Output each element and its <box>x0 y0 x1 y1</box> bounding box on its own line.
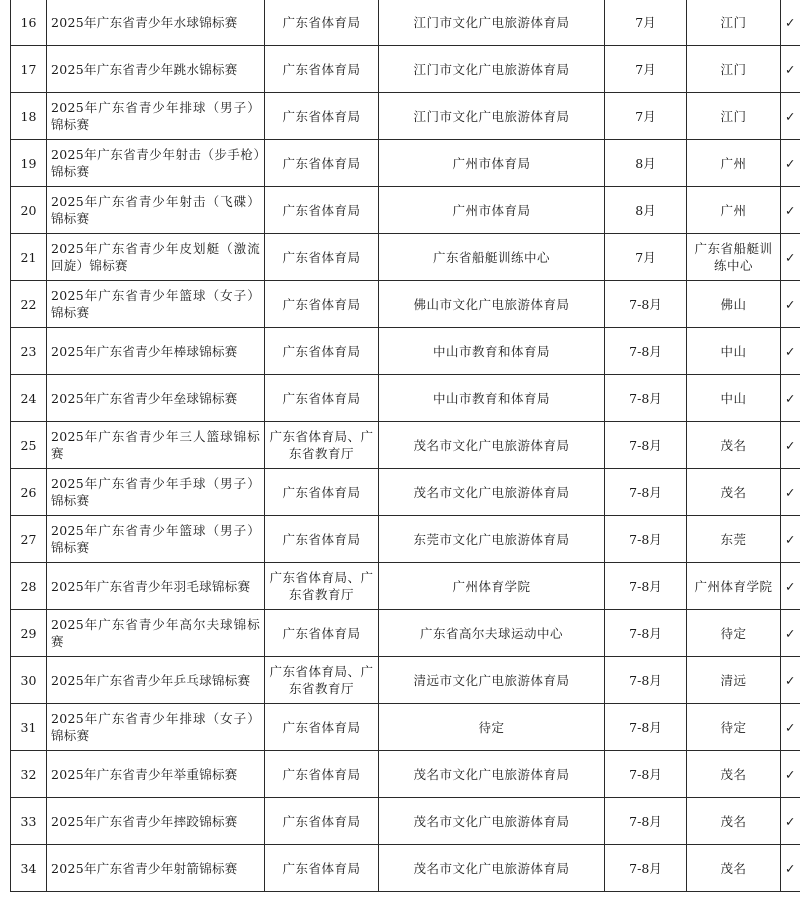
row-number: 24 <box>11 375 47 422</box>
check-mark-icon: ✓ <box>781 46 800 93</box>
event-time: 7月 <box>605 46 687 93</box>
row-number: 16 <box>11 0 47 46</box>
event-name: 2025年广东省青少年射击（步手枪）锦标赛 <box>47 140 265 187</box>
event-time: 7-8月 <box>605 469 687 516</box>
event-name: 2025年广东省青少年棒球锦标赛 <box>47 328 265 375</box>
row-number: 26 <box>11 469 47 516</box>
event-place: 广州 <box>687 140 781 187</box>
event-place: 茂名 <box>687 845 781 892</box>
organizer-unit: 广东省高尔夫球运动中心 <box>379 610 605 657</box>
row-number: 21 <box>11 234 47 281</box>
table-row <box>11 281 800 328</box>
organizer-unit: 清远市文化广电旅游体育局 <box>379 657 605 704</box>
row-number: 20 <box>11 187 47 234</box>
table-row <box>11 46 800 93</box>
check-mark-icon: ✓ <box>781 140 800 187</box>
host-unit: 广东省体育局 <box>265 0 379 46</box>
host-unit: 广东省体育局、广东省教育厅 <box>265 422 379 469</box>
event-time: 7-8月 <box>605 845 687 892</box>
row-number: 23 <box>11 328 47 375</box>
events-table <box>10 0 800 892</box>
row-number: 30 <box>11 657 47 704</box>
host-unit: 广东省体育局、广东省教育厅 <box>265 563 379 610</box>
host-unit: 广东省体育局、广东省教育厅 <box>265 657 379 704</box>
event-time: 7-8月 <box>605 704 687 751</box>
events-table-body <box>11 0 800 892</box>
row-number: 29 <box>11 610 47 657</box>
check-mark-icon: ✓ <box>781 469 800 516</box>
event-time: 7-8月 <box>605 610 687 657</box>
event-time: 8月 <box>605 187 687 234</box>
check-mark-icon: ✓ <box>781 610 800 657</box>
table-row <box>11 0 800 46</box>
check-mark-icon: ✓ <box>781 704 800 751</box>
organizer-unit: 茂名市文化广电旅游体育局 <box>379 798 605 845</box>
row-number: 25 <box>11 422 47 469</box>
event-time: 7-8月 <box>605 281 687 328</box>
table-row <box>11 751 800 798</box>
organizer-unit: 茂名市文化广电旅游体育局 <box>379 845 605 892</box>
table-row <box>11 469 800 516</box>
host-unit: 广东省体育局 <box>265 516 379 563</box>
check-mark-icon: ✓ <box>781 657 800 704</box>
event-place: 中山 <box>687 328 781 375</box>
event-place: 清远 <box>687 657 781 704</box>
row-number: 34 <box>11 845 47 892</box>
event-name: 2025年广东省青少年三人篮球锦标赛 <box>47 422 265 469</box>
event-place: 东莞 <box>687 516 781 563</box>
host-unit: 广东省体育局 <box>265 610 379 657</box>
event-place: 茂名 <box>687 422 781 469</box>
event-time: 7-8月 <box>605 516 687 563</box>
event-time: 7-8月 <box>605 422 687 469</box>
event-name: 2025年广东省青少年举重锦标赛 <box>47 751 265 798</box>
event-time: 7-8月 <box>605 798 687 845</box>
table-row <box>11 140 800 187</box>
row-number: 22 <box>11 281 47 328</box>
check-mark-icon: ✓ <box>781 422 800 469</box>
event-name: 2025年广东省青少年手球（男子）锦标赛 <box>47 469 265 516</box>
table-row <box>11 610 800 657</box>
organizer-unit: 广州市体育局 <box>379 140 605 187</box>
organizer-unit: 茂名市文化广电旅游体育局 <box>379 751 605 798</box>
check-mark-icon: ✓ <box>781 281 800 328</box>
event-place: 广州体育学院 <box>687 563 781 610</box>
organizer-unit: 中山市教育和体育局 <box>379 375 605 422</box>
check-mark-icon: ✓ <box>781 234 800 281</box>
host-unit: 广东省体育局 <box>265 751 379 798</box>
table-row <box>11 563 800 610</box>
organizer-unit: 江门市文化广电旅游体育局 <box>379 93 605 140</box>
event-name: 2025年广东省青少年羽毛球锦标赛 <box>47 563 265 610</box>
event-name: 2025年广东省青少年皮划艇（激流回旋）锦标赛 <box>47 234 265 281</box>
host-unit: 广东省体育局 <box>265 281 379 328</box>
table-row <box>11 422 800 469</box>
host-unit: 广东省体育局 <box>265 704 379 751</box>
check-mark-icon: ✓ <box>781 516 800 563</box>
event-time: 7-8月 <box>605 657 687 704</box>
event-name: 2025年广东省青少年排球（女子）锦标赛 <box>47 704 265 751</box>
event-place: 茂名 <box>687 798 781 845</box>
event-place: 广东省船艇训练中心 <box>687 234 781 281</box>
organizer-unit: 茂名市文化广电旅游体育局 <box>379 422 605 469</box>
check-mark-icon: ✓ <box>781 187 800 234</box>
table-row <box>11 93 800 140</box>
check-mark-icon: ✓ <box>781 563 800 610</box>
check-mark-icon: ✓ <box>781 845 800 892</box>
event-place: 江门 <box>687 93 781 140</box>
row-number: 18 <box>11 93 47 140</box>
table-row <box>11 657 800 704</box>
event-name: 2025年广东省青少年垒球锦标赛 <box>47 375 265 422</box>
event-name: 2025年广东省青少年篮球（女子）锦标赛 <box>47 281 265 328</box>
event-time: 7月 <box>605 234 687 281</box>
table-row <box>11 845 800 892</box>
event-name: 2025年广东省青少年高尔夫球锦标赛 <box>47 610 265 657</box>
event-name: 2025年广东省青少年排球（男子）锦标赛 <box>47 93 265 140</box>
check-mark-icon: ✓ <box>781 93 800 140</box>
organizer-unit: 茂名市文化广电旅游体育局 <box>379 469 605 516</box>
event-time: 8月 <box>605 140 687 187</box>
row-number: 32 <box>11 751 47 798</box>
event-time: 7月 <box>605 93 687 140</box>
table-row <box>11 328 800 375</box>
row-number: 19 <box>11 140 47 187</box>
event-name: 2025年广东省青少年跳水锦标赛 <box>47 46 265 93</box>
event-name: 2025年广东省青少年篮球（男子）锦标赛 <box>47 516 265 563</box>
event-name: 2025年广东省青少年射箭锦标赛 <box>47 845 265 892</box>
event-time: 7-8月 <box>605 328 687 375</box>
organizer-unit: 广东省船艇训练中心 <box>379 234 605 281</box>
table-row <box>11 234 800 281</box>
host-unit: 广东省体育局 <box>265 93 379 140</box>
event-place: 中山 <box>687 375 781 422</box>
event-place: 待定 <box>687 610 781 657</box>
host-unit: 广东省体育局 <box>265 234 379 281</box>
event-place: 佛山 <box>687 281 781 328</box>
event-name: 2025年广东省青少年摔跤锦标赛 <box>47 798 265 845</box>
event-place: 江门 <box>687 0 781 46</box>
check-mark-icon: ✓ <box>781 328 800 375</box>
table-row <box>11 187 800 234</box>
event-place: 茂名 <box>687 751 781 798</box>
organizer-unit: 待定 <box>379 704 605 751</box>
event-time: 7-8月 <box>605 375 687 422</box>
event-name: 2025年广东省青少年水球锦标赛 <box>47 0 265 46</box>
row-number: 33 <box>11 798 47 845</box>
table-row <box>11 516 800 563</box>
row-number: 17 <box>11 46 47 93</box>
organizer-unit: 广州体育学院 <box>379 563 605 610</box>
table-row <box>11 375 800 422</box>
event-place: 广州 <box>687 187 781 234</box>
event-place: 茂名 <box>687 469 781 516</box>
event-place: 待定 <box>687 704 781 751</box>
host-unit: 广东省体育局 <box>265 46 379 93</box>
organizer-unit: 江门市文化广电旅游体育局 <box>379 0 605 46</box>
organizer-unit: 中山市教育和体育局 <box>379 328 605 375</box>
organizer-unit: 广州市体育局 <box>379 187 605 234</box>
check-mark-icon: ✓ <box>781 751 800 798</box>
host-unit: 广东省体育局 <box>265 140 379 187</box>
event-time: 7-8月 <box>605 563 687 610</box>
check-mark-icon: ✓ <box>781 375 800 422</box>
event-time: 7-8月 <box>605 751 687 798</box>
event-place: 江门 <box>687 46 781 93</box>
check-mark-icon: ✓ <box>781 0 800 46</box>
host-unit: 广东省体育局 <box>265 845 379 892</box>
host-unit: 广东省体育局 <box>265 328 379 375</box>
table-row <box>11 798 800 845</box>
event-time: 7月 <box>605 0 687 46</box>
host-unit: 广东省体育局 <box>265 469 379 516</box>
check-mark-icon: ✓ <box>781 798 800 845</box>
row-number: 28 <box>11 563 47 610</box>
table-row <box>11 704 800 751</box>
event-name: 2025年广东省青少年乒乓球锦标赛 <box>47 657 265 704</box>
host-unit: 广东省体育局 <box>265 798 379 845</box>
organizer-unit: 佛山市文化广电旅游体育局 <box>379 281 605 328</box>
row-number: 31 <box>11 704 47 751</box>
organizer-unit: 东莞市文化广电旅游体育局 <box>379 516 605 563</box>
row-number: 27 <box>11 516 47 563</box>
event-name: 2025年广东省青少年射击（飞碟）锦标赛 <box>47 187 265 234</box>
organizer-unit: 江门市文化广电旅游体育局 <box>379 46 605 93</box>
host-unit: 广东省体育局 <box>265 375 379 422</box>
host-unit: 广东省体育局 <box>265 187 379 234</box>
